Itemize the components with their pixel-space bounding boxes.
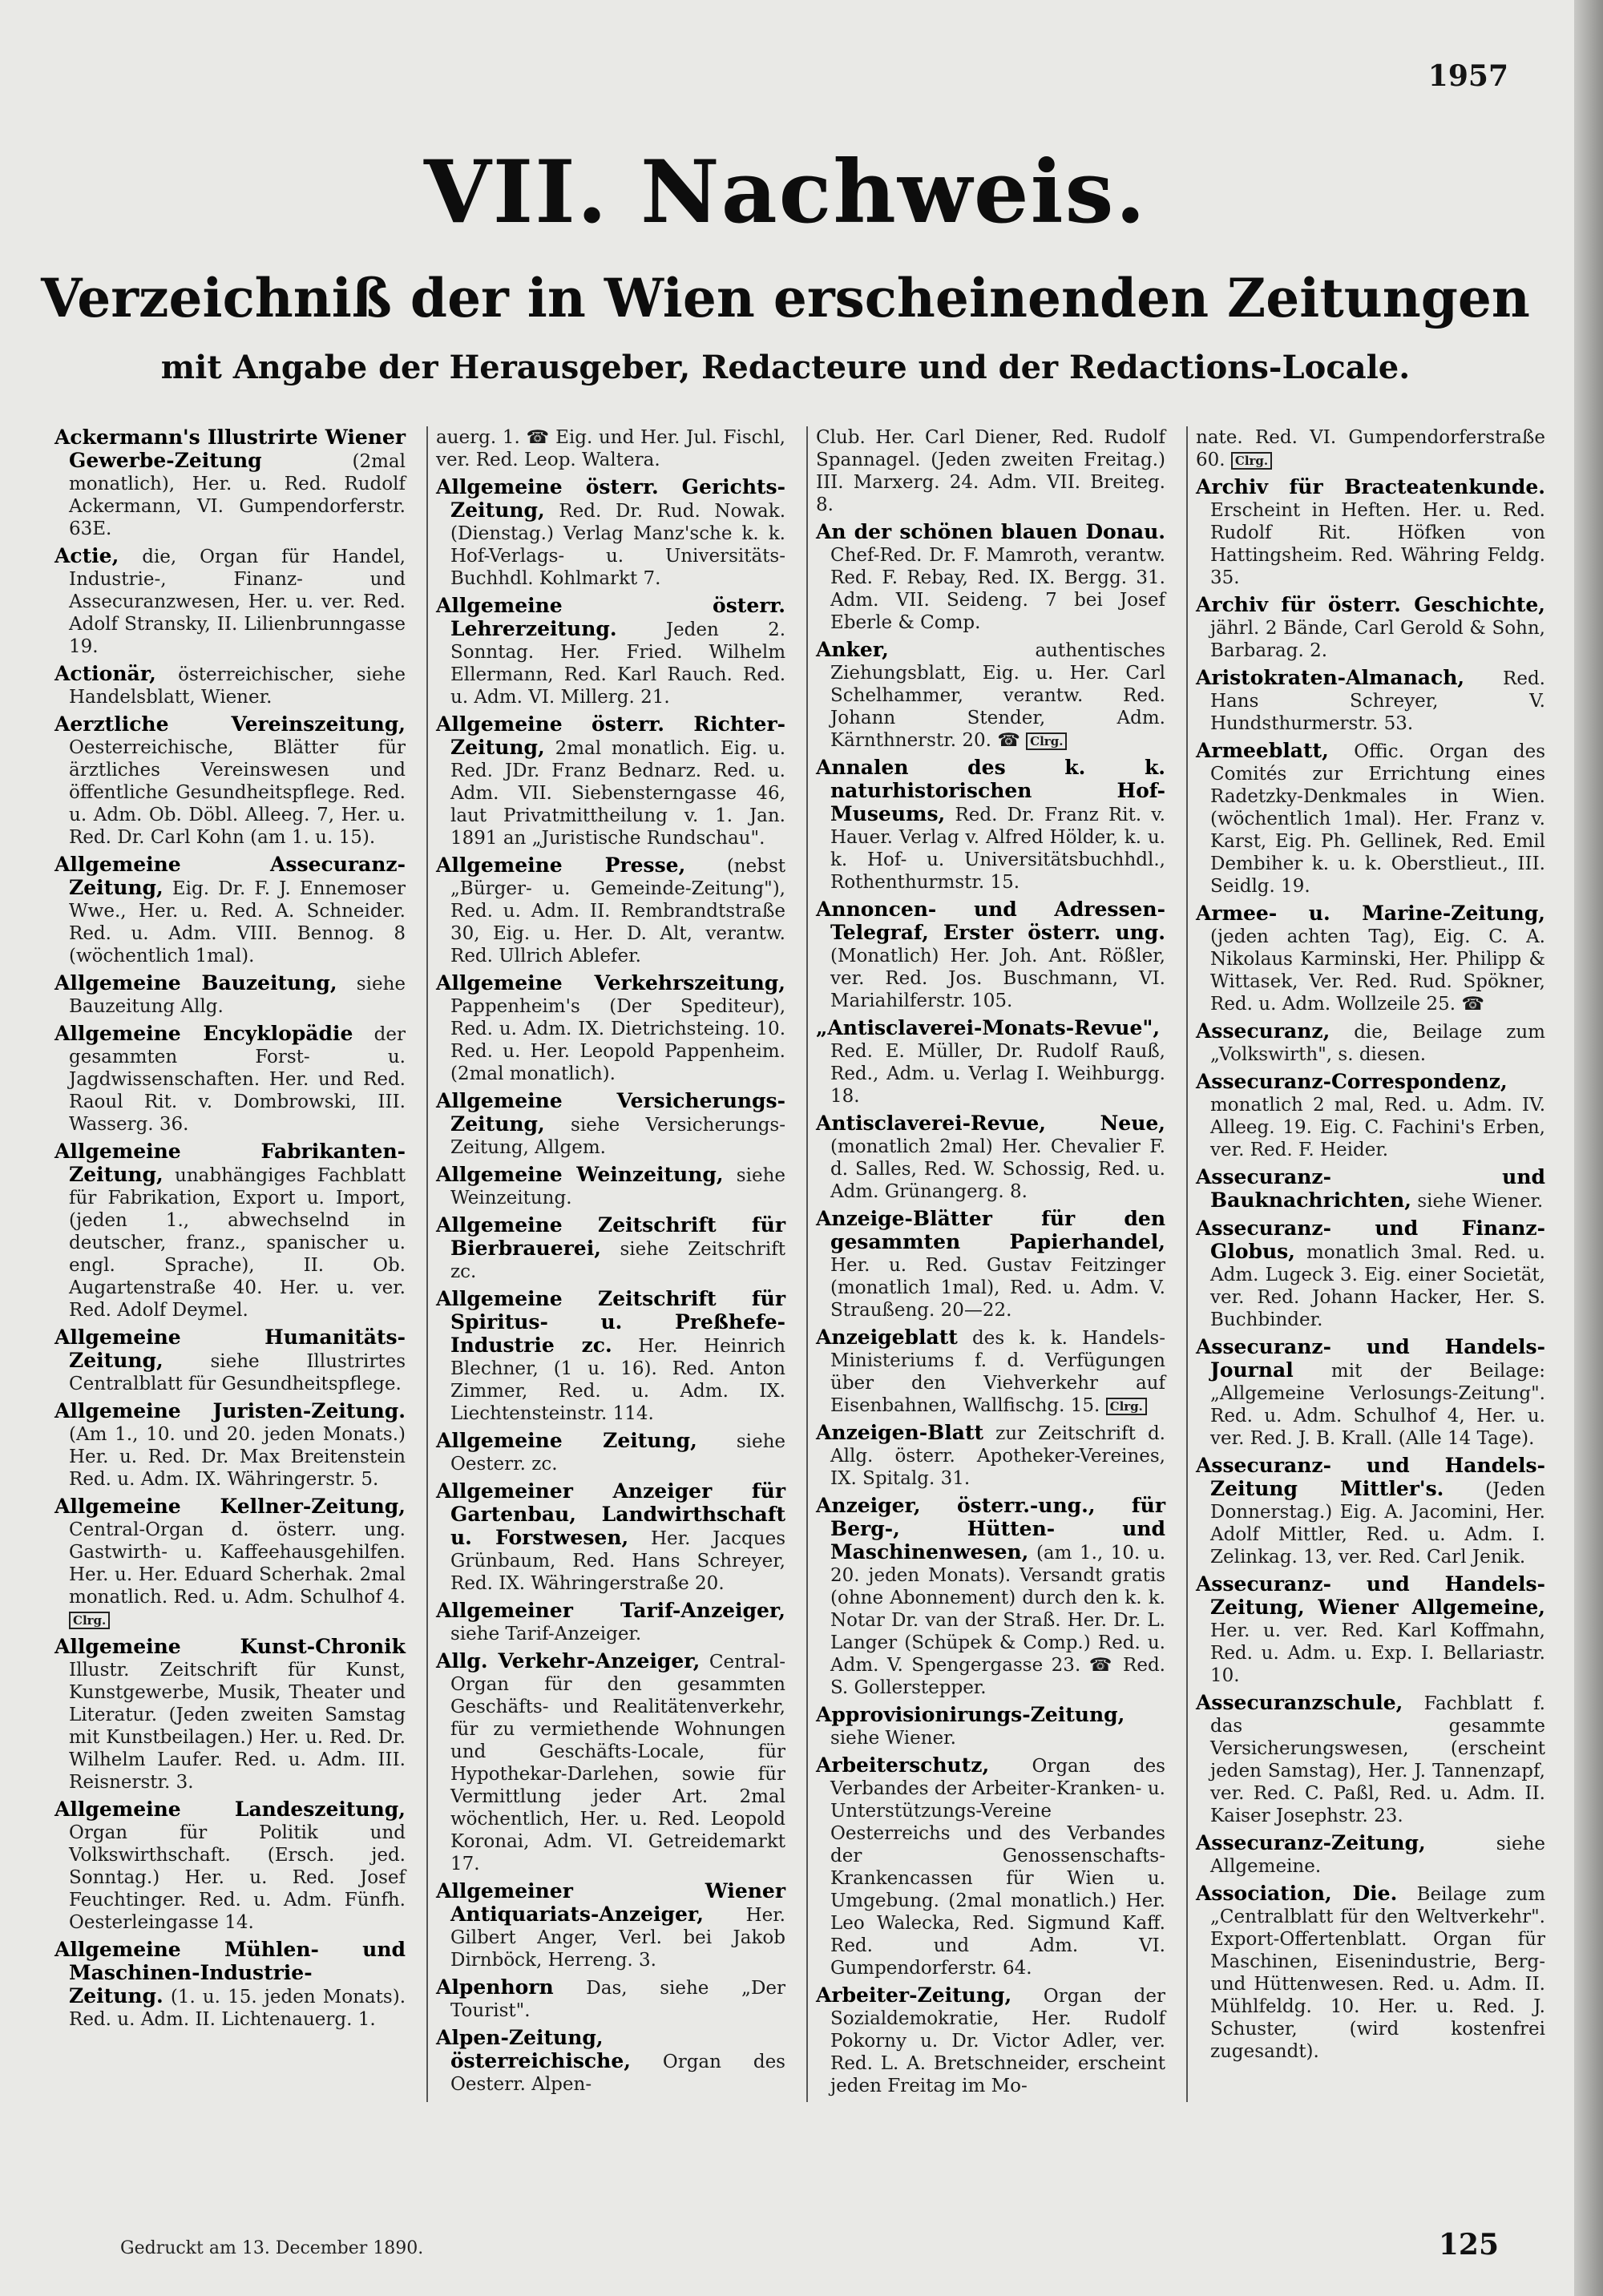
directory-entry xyxy=(436,1880,785,1971)
entry-text: monatlich 2 mal, Red. u. Adm. IV. Alleeg. 19. Eig. C. Fachini's Erben, ver. Red. F. Heider. xyxy=(1210,1095,1545,1160)
directory-entry xyxy=(1196,476,1545,589)
entry-title: Aristokraten-Almanach, xyxy=(1196,666,1465,689)
directory-entry xyxy=(55,853,406,967)
entry-text: jährl. 2 Bände, Carl Gerold & Sohn, Barbarag. 2. xyxy=(1210,618,1545,661)
directory-entry xyxy=(1196,1217,1545,1331)
directory-entry xyxy=(1196,1336,1545,1450)
directory-entry xyxy=(1196,1455,1545,1568)
entry-text: 2mal monatlich. Eig. u. Red. JDr. Franz Bednarz. Red. u. Adm. VII. Siebensterngasse 46, laut Privatmittheilung v. 1. Jan. 1891 an „Juristische Rundschau". xyxy=(450,738,786,849)
directory-entry xyxy=(436,2027,785,2096)
column-2 xyxy=(426,426,793,2102)
directory-entry xyxy=(1196,1020,1545,1066)
entry-text: Chef-Red. Dr. F. Mamroth, verantw. Red. F. Rebay, Red. IX. Bergg. 31. Adm. VII. Seideng. 7 bei Josef Eberle & Comp. xyxy=(830,545,1165,633)
entry-title: Alpen-Zeitung, österreichische, xyxy=(436,2026,631,2072)
entry-title: Allgemeine Assecuranz-Zeitung, xyxy=(55,853,406,899)
entry-text: siehe Illustrirtes Centralblatt für Gesundheitspflege. xyxy=(69,1351,406,1394)
entry-title: Allgemeine österr. Gerichts-Zeitung, xyxy=(436,475,785,522)
entry-title: Anker, xyxy=(816,638,889,661)
directory-entry xyxy=(55,1023,406,1136)
entry-title: Assecuranz, xyxy=(1196,1019,1330,1043)
directory-entry xyxy=(55,1798,406,1934)
clrg-badge: Clrg. xyxy=(69,1612,110,1629)
directory-entry xyxy=(816,1495,1165,1699)
entry-title: Allgemeine Verkehrszeitung, xyxy=(436,971,785,995)
entry-title: Archiv für Bracteatenkunde. xyxy=(1196,475,1545,498)
directory-entry xyxy=(1196,740,1545,898)
entry-title: Allgemeine Landeszeitung, xyxy=(55,1798,406,1821)
directory-entry xyxy=(1196,1882,1545,2063)
directory-entry xyxy=(436,1650,785,1875)
entry-text: siehe Weinzeitung. xyxy=(450,1165,785,1209)
entry-title: An der schönen blauen Donau. xyxy=(816,520,1165,543)
entry-title: Allgemeine Versicherungs-Zeitung, xyxy=(436,1089,785,1136)
directory-entry xyxy=(436,854,785,967)
directory-entry xyxy=(55,1495,406,1631)
directory-entry xyxy=(816,521,1165,634)
directory-entry xyxy=(816,1326,1165,1417)
entry-title: Antisclaverei-Revue, Neue, xyxy=(816,1112,1165,1135)
entry-title: Assecuranz- und Bauknachrichten, xyxy=(1196,1165,1545,1212)
entry-text: siehe Allgemeine. xyxy=(1210,1834,1545,1877)
entry-title: Actionär, xyxy=(55,662,156,685)
entry-title: Allgemeine Zeitschrift für Spiritus- u. Preßhefe-Industrie zc. xyxy=(436,1287,785,1357)
entry-title: „Antisclaverei-Monats-Revue", xyxy=(816,1016,1161,1039)
entry-title: Allgemeiner Anzeiger für Gartenbau, Landwirthschaft u. Forstwesen, xyxy=(436,1479,785,1549)
entry-text: (jeden achten Tag), Eig. C. A. Nikolaus Karminski, Her. Philipp & Wittasek, Ver. Red. Rud. Spökner, Red. u. Adm. Wollzeile 25. ☎ xyxy=(1210,926,1545,1015)
entry-text: Organ der Sozialdemokratie, Her. Rudolf Pokorny u. Dr. Victor Adler, ver. Red. L. A. Bretschneider, erscheint jeden Freitag im Mo- xyxy=(830,1986,1165,2096)
entry-title: Actie, xyxy=(55,544,119,567)
section-title: VII. Nachweis. xyxy=(423,142,1148,243)
entry-title: Anzeigeblatt xyxy=(816,1326,958,1349)
entry-title: Allgemeiner Tarif-Anzeiger, xyxy=(436,1599,785,1622)
entry-text: unabhängiges Fachblatt für Fabrikation, Export u. Import, (jeden 1., abwechselnd in deutscher, franz., spanischer u. engl. Sprache), II. Ob. Augartenstraße 40. Her. u. ver. Red. Adolf Deymel. xyxy=(69,1165,406,1321)
directory-entry xyxy=(816,1017,1165,1108)
entry-text: Oesterreichische, Blätter für ärztliches Vereinswesen und öffentliche Gesundheitspflege. Red. u. Adm. Ob. Döbl. Alleeg. 7, Her. u. Red. Dr. Carl Kohn (am 1. u. 15). xyxy=(69,737,406,848)
page-edge-shadow xyxy=(1574,0,1603,2296)
directory-entry xyxy=(1196,1832,1545,1878)
entry-title: Annalen des k. k. naturhistorischen Hof-Museums, xyxy=(816,756,1165,825)
entry-title: Allgemeine österr. Richter-Zeitung, xyxy=(436,712,785,759)
entry-title: Allgemeine Weinzeitung, xyxy=(436,1163,724,1186)
entry-text: Central-Organ d. österr. ung. Gastwirth- u. Kaffeehausgehilfen. Her. u. Her. Eduard Scherhak. 2mal monatlich. Red. u. Adm. Schulhof 4. xyxy=(69,1519,406,1608)
entry-title: Assecuranz- und Handels-Journal xyxy=(1196,1335,1545,1382)
column-3 xyxy=(806,426,1173,2102)
entry-continuation xyxy=(1196,426,1545,471)
entry-title: Assecuranz- und Finanz-Globus, xyxy=(1196,1217,1545,1263)
entry-title: Allgemeine Bauzeitung, xyxy=(55,971,337,995)
entry-text: Jeden 2. Sonntag. Her. Fried. Wilhelm Ellermann, Red. Karl Rauch. Red. u. Adm. VI. Millerg. 21. xyxy=(450,619,786,708)
entry-text: Pappenheim's (Der Spediteur), Red. u. Adm. IX. Dietrichsteing. 10. Red. u. Her. Leopold Pappenheim. (2mal monatlich). xyxy=(450,996,785,1084)
entry-title: Anzeiger, österr.-ung., für Berg-, Hütten- und Maschinenwesen, xyxy=(816,1494,1165,1564)
page-number-top: 1957 xyxy=(1427,59,1508,93)
page-number-bottom: 125 xyxy=(1438,2228,1499,2262)
directory-entry xyxy=(816,1984,1165,2097)
directory-entry xyxy=(1196,1573,1545,1687)
entry-text: (nebst „Bürger- u. Gemeinde-Zeitung"), Red. u. Adm. II. Rembrandtstraße 30, Eig. u. Her. D. Alt, verantw. Red. Ullrich Ablefer. xyxy=(450,856,785,966)
section-subtitle: Verzeichniß der in Wien erscheinenden Zeitungen xyxy=(41,267,1530,329)
entry-title: Allgemeiner Wiener Antiquariats-Anzeiger, xyxy=(436,1879,785,1926)
entry-text: auerg. 1. ☎ Eig. und Her. Jul. Fischl, ver. Red. Leop. Waltera. xyxy=(436,427,785,470)
directory-entry xyxy=(55,663,406,708)
directory-entry xyxy=(1196,1166,1545,1213)
entry-text: Das, siehe „Der Tourist". xyxy=(450,1978,785,2021)
entry-text: Red. Dr. Franz Rit. v. Hauer. Verlag v. Alfred Hölder, k. u. k. Hof- u. Universitätsbuchhdl., Rothenthurmstr. 15. xyxy=(830,805,1165,893)
entry-title: Assecuranz- und Handels-Zeitung, Wiener Allgemeine, xyxy=(1196,1572,1545,1619)
entry-text: (1. u. 15. jeden Monats). Red. u. Adm. II. Lichtenauerg. 1. xyxy=(69,1987,406,2030)
directory-entry xyxy=(816,1704,1165,1749)
directory-entry xyxy=(436,972,785,1085)
entry-title: Allgemeine Mühlen- und Maschinen-Industrie-Zeitung. xyxy=(55,1938,406,2007)
entry-text: siehe Wiener. xyxy=(830,1728,956,1749)
entry-text: (Monatlich) Her. Joh. Ant. Rößler, ver. Red. Jos. Buschmann, VI. Mariahilferstr. 105. xyxy=(830,946,1165,1011)
entry-title: Aerztliche Vereinszeitung, xyxy=(55,712,406,736)
directory-entry xyxy=(55,1326,406,1395)
entry-title: Assecuranz- und Handels-Zeitung Mittler's. xyxy=(1196,1454,1545,1500)
directory-entry xyxy=(55,545,406,658)
directory-entry xyxy=(816,898,1165,1012)
entry-title: Assecuranz-Correspondenz, xyxy=(1196,1070,1508,1093)
entry-text: Beilage zum „Centralblatt für den Weltverkehr". Export-Offertenblatt. Organ für Maschinen, Eisenindustrie, Berg- und Hüttenwesen. Red. u. Adm. II. Mühlfeldg. 10. Her. u. Red. J. Schuster, (wird kostenfrei zugesandt). xyxy=(1210,1884,1546,2062)
entry-title: Assecuranz-Zeitung, xyxy=(1196,1831,1426,1854)
entry-text: Offic. Organ des Comités zur Errichtung eines Radetzky-Denkmales in Wien. (wöchentlich 1mal). Her. Franz v. Karst, Eig. Ph. Gellinek, Red. Emil Dembiher k. u. k. Oberstlieut., III. Seidlg. 19. xyxy=(1210,741,1545,897)
entry-text: siehe Wiener. xyxy=(1417,1191,1544,1212)
directory-entry xyxy=(436,1214,785,1283)
entry-title: Arbeiterschutz, xyxy=(816,1753,990,1777)
entry-text: zur Zeitschrift d. Allg. österr. Apotheker-Vereines, IX. Spitalg. 31. xyxy=(830,1423,1165,1489)
entry-title: Allgemeine Kunst-Chronik xyxy=(55,1635,406,1658)
entry-text: Organ des Verbandes der Arbeiter-Kranken- u. Unterstützungs-Vereine Oesterreichs und des Verbandes der Genossenschafts-Krankencassen für Wien u. Umgebung. (2mal monatlich.) Her. Leo Walecka, Red. Sigmund Kaff. Red. und Adm. VI. Gumpendorferstr. 64. xyxy=(830,1756,1165,1979)
print-date: Gedruckt am 13. December 1890. xyxy=(120,2238,424,2258)
entry-text: (2mal monatlich), Her. u. Red. Rudolf Ackermann, VI. Gumpendorferstr. 63E. xyxy=(69,451,406,539)
entry-text: mit der Beilage: „Allgemeine Verlosungs-Zeitung". Red. u. Adm. Schulhof 4, Her. u. ver. Red. J. B. Krall. (Alle 14 Tage). xyxy=(1210,1361,1545,1449)
section-description: mit Angabe der Herausgeber, Redacteure und der Redactions-Locale. xyxy=(160,349,1411,386)
page-header xyxy=(0,144,1571,386)
entry-text: authentisches Ziehungsblatt, Eig. u. Her. Carl Schelhammer, verantw. Red. Johann Stender, Adm. Kärnthnerstr. 20. ☎ xyxy=(830,640,1165,751)
entry-text: Eig. Dr. F. J. Ennemoser Wwe., Her. u. Red. A. Schneider. Red. u. Adm. VIII. Bennog. 8 (wöchentlich 1mal). xyxy=(69,878,406,966)
entry-text: siehe Oesterr. zc. xyxy=(450,1431,786,1475)
clrg-badge: Clrg. xyxy=(1026,732,1067,750)
entry-text: Illustr. Zeitschrift für Kunst, Kunstgewerbe, Musik, Theater und Literatur. (Jeden zweiten Samstag mit Kunstbeilagen.) Her. u. Red. Dr. Wilhelm Laufer. Red. u. Adm. III. Reisnerstr. 3. xyxy=(69,1660,406,1793)
entry-title: Archiv für österr. Geschichte, xyxy=(1196,593,1545,616)
entry-title: Armee- u. Marine-Zeitung, xyxy=(1196,902,1545,925)
directory-entry xyxy=(816,1208,1165,1322)
entry-title: Allgemeine Fabrikanten-Zeitung, xyxy=(55,1140,406,1186)
entry-text: österreichischer, siehe Handelsblatt, Wiener. xyxy=(69,664,406,708)
directory-entry xyxy=(436,1430,785,1475)
directory-entry xyxy=(1196,594,1545,662)
directory-entry xyxy=(436,1600,785,1645)
entry-title: Anzeige-Blätter für den gesammten Papierhandel, xyxy=(816,1207,1165,1253)
entry-title: Allgemeine österr. Lehrerzeitung. xyxy=(436,594,785,640)
entry-title: Assecuranzschule, xyxy=(1196,1691,1403,1714)
entry-continuation xyxy=(436,426,785,471)
directory-entry xyxy=(436,1090,785,1159)
directory-entry xyxy=(816,1754,1165,1979)
entry-text: siehe Versicherungs-Zeitung, Allgem. xyxy=(450,1115,785,1158)
entry-text: (am 1., 10. u. 20. jeden Monats). Versandt gratis (ohne Abonnement) durch den k. k. Notar Dr. van der Straß. Her. Dr. L. Langer (Schüpek & Comp.) Red. u. Adm. V. Spengergasse 23. ☎ Red. S. Gollerstepper. xyxy=(830,1543,1166,1698)
entry-text: Organ für Politik und Volkswirthschaft. (Ersch. jed. Sonntag.) Her. u. Red. Josef Feuchtinger. Red. u. Adm. Fünfh. Oesterleingasse 14. xyxy=(69,1822,406,1933)
entry-title: Allgemeine Juristen-Zeitung. xyxy=(55,1399,406,1422)
entry-title: Association, Die. xyxy=(1196,1882,1398,1905)
directory-entry xyxy=(1196,667,1545,735)
entry-text: Erscheint in Heften. Her. u. Red. Rudolf Rit. Höfken von Hattingsheim. Red. Währing Feldg. 35. xyxy=(1210,500,1545,588)
entry-title: Armeeblatt, xyxy=(1196,739,1329,762)
entry-title: Allgemeine Kellner-Zeitung, xyxy=(55,1495,406,1518)
entry-text: Club. Her. Carl Diener, Red. Rudolf Spannagel. (Jeden zweiten Freitag.) III. Marxerg. 24. Adm. VII. Breiteg. 8. xyxy=(816,427,1165,515)
directory-entry xyxy=(1196,1692,1545,1827)
entry-text: Fachblatt f. das gesammte Versicherungswesen, (erscheint jeden Samstag), Her. J. Tannenzapf, ver. Red. C. Paßl, Red. u. Adm. II. Kaiser Josephstr. 23. xyxy=(1210,1693,1545,1826)
entry-text: Central-Organ für den gesammten Geschäfts- und Realitätenverkehr, für zu vermiethende Wohnungen und Geschäfts-Locale, für Hypothekar-Darlehen, sowie für Vermittlung jeder Art. 2mal wöchentlich, Her. u. Red. Leopold Koronai, Adm. VI. Getreidemarkt 17. xyxy=(450,1652,786,1874)
directory-entry xyxy=(55,1939,406,2031)
directory-entry xyxy=(55,426,406,540)
directory-entry xyxy=(55,1636,406,1794)
entry-title: Approvisionirungs-Zeitung, xyxy=(816,1703,1125,1726)
entry-text: Organ des Oesterr. Alpen- xyxy=(450,2052,785,2095)
entry-title: Annoncen- und Adressen-Telegraf, Erster österr. ung. xyxy=(816,898,1165,944)
entry-title: Allgemeine Humanitäts-Zeitung, xyxy=(55,1326,406,1372)
entry-text: Her. Gilbert Anger, Verl. bei Jakob Dirnböck, Herreng. 3. xyxy=(450,1905,785,1971)
directory-entry xyxy=(436,1976,785,2022)
entry-title: Allg. Verkehr-Anzeiger, xyxy=(436,1649,701,1673)
entry-title: Allgemeine Zeitschrift für Bierbrauerei, xyxy=(436,1213,785,1260)
entry-text: siehe Zeitschrift zc. xyxy=(450,1239,785,1282)
directory-entry xyxy=(436,713,785,849)
entry-text: monatlich 3mal. Red. u. Adm. Lugeck 3. Eig. einer Societät, ver. Red. Johann Hacker, Her. S. Buchbinder. xyxy=(1210,1242,1545,1330)
directory-entry xyxy=(1196,902,1545,1015)
directory-entry xyxy=(436,595,785,708)
directory-entry xyxy=(816,757,1165,894)
directory-entry xyxy=(436,476,785,590)
entry-text: des k. k. Handels-Ministeriums f. d. Verfügungen über den Viehverkehr auf Eisenbahnen, Wallfischg. 15. xyxy=(830,1328,1165,1416)
entry-title: Allgemeine Zeitung, xyxy=(436,1429,697,1452)
entry-title: Allgemeine Presse, xyxy=(436,853,686,877)
entry-text: Red. Dr. Rud. Nowak. (Dienstag.) Verlag Manz'sche k. k. Hof-Verlags- u. Universitäts-Buchhdl. Kohlmarkt 7. xyxy=(450,501,786,589)
column-1 xyxy=(46,426,414,2102)
entry-text: Red. Hans Schreyer, V. Hundsthurmerstr. 53. xyxy=(1210,668,1545,734)
directory-entry xyxy=(816,1422,1165,1490)
entry-title: Arbeiter-Zeitung, xyxy=(816,1983,1012,2007)
entry-text: (Am 1., 10. und 20. jeden Monats.) Her. u. Red. Dr. Max Breitenstein Red. u. Adm. IX. Währingerstr. 5. xyxy=(69,1424,406,1490)
entry-continuation xyxy=(816,426,1165,516)
directory-entry xyxy=(55,713,406,849)
directory-entry xyxy=(436,1164,785,1209)
entry-text: Her. u. ver. Red. Karl Koffmahn, Red. u. Adm. u. Exp. I. Bellariastr. 10. xyxy=(1210,1620,1545,1686)
column-4 xyxy=(1186,426,1553,2102)
entry-text: Her. u. Red. Gustav Feitzinger (monatlich 1mal), Red. u. Adm. V. Straußeng. 20—22. xyxy=(830,1255,1165,1321)
entry-text: nate. Red. VI. Gumpendorferstraße 60. xyxy=(1196,427,1545,470)
entry-title: Alpenhorn xyxy=(436,1975,554,1999)
directory-entry xyxy=(816,639,1165,752)
directory-entry xyxy=(816,1112,1165,1203)
directory-entry xyxy=(55,1400,406,1491)
entry-text: siehe Tarif-Anzeiger. xyxy=(450,1624,642,1644)
directory-columns xyxy=(46,426,1553,2096)
entry-text: Her. Jacques Grünbaum, Red. Hans Schreyer, Red. IX. Währingerstraße 20. xyxy=(450,1528,785,1594)
clrg-badge: Clrg. xyxy=(1231,452,1272,470)
directory-entry xyxy=(436,1288,785,1425)
entry-title: Anzeigen-Blatt xyxy=(816,1421,984,1444)
directory-entry xyxy=(436,1480,785,1595)
entry-text: siehe Bauzeitung Allg. xyxy=(69,974,406,1017)
directory-entry xyxy=(55,1140,406,1322)
clrg-badge: Clrg. xyxy=(1106,1398,1147,1415)
entry-title: Ackermann's Illustrirte Wiener Gewerbe-Zeitung xyxy=(55,426,406,472)
entry-text: (monatlich 2mal) Her. Chevalier F. d. Salles, Red. W. Schossig, Red. u. Adm. Grünangerg. 8. xyxy=(830,1136,1165,1202)
entry-text: der gesammten Forst- u. Jagdwissenschaften. Her. und Red. Raoul Rit. v. Dombrowski, III. Wasserg. 36. xyxy=(69,1024,406,1135)
entry-text: Red. E. Müller, Dr. Rudolf Rauß, Red., Adm. u. Verlag I. Weihburgg. 18. xyxy=(830,1041,1165,1107)
directory-entry xyxy=(1196,1071,1545,1161)
directory-entry xyxy=(55,972,406,1018)
entry-text: (Jeden Donnerstag.) Eig. A. Jacomini, Her. Adolf Mittler, Red. u. Adm. I. Zelinkag. 13, ver. Red. Carl Jenik. xyxy=(1210,1479,1545,1568)
entry-text: Her. Heinrich Blechner, (1 u. 16). Red. Anton Zimmer, Red. u. Adm. IX. Liechtensteinstr. 114. xyxy=(450,1336,785,1424)
entry-title: Allgemeine Encyklopädie xyxy=(55,1022,353,1045)
entry-text: die, Beilage zum „Volkswirth", s. diesen. xyxy=(1210,1022,1545,1065)
entry-text: die, Organ für Handel, Industrie-, Finanz- und Assecuranzwesen, Her. u. ver. Red. Adolf Stransky, II. Lilienbrunngasse 19. xyxy=(69,547,406,657)
